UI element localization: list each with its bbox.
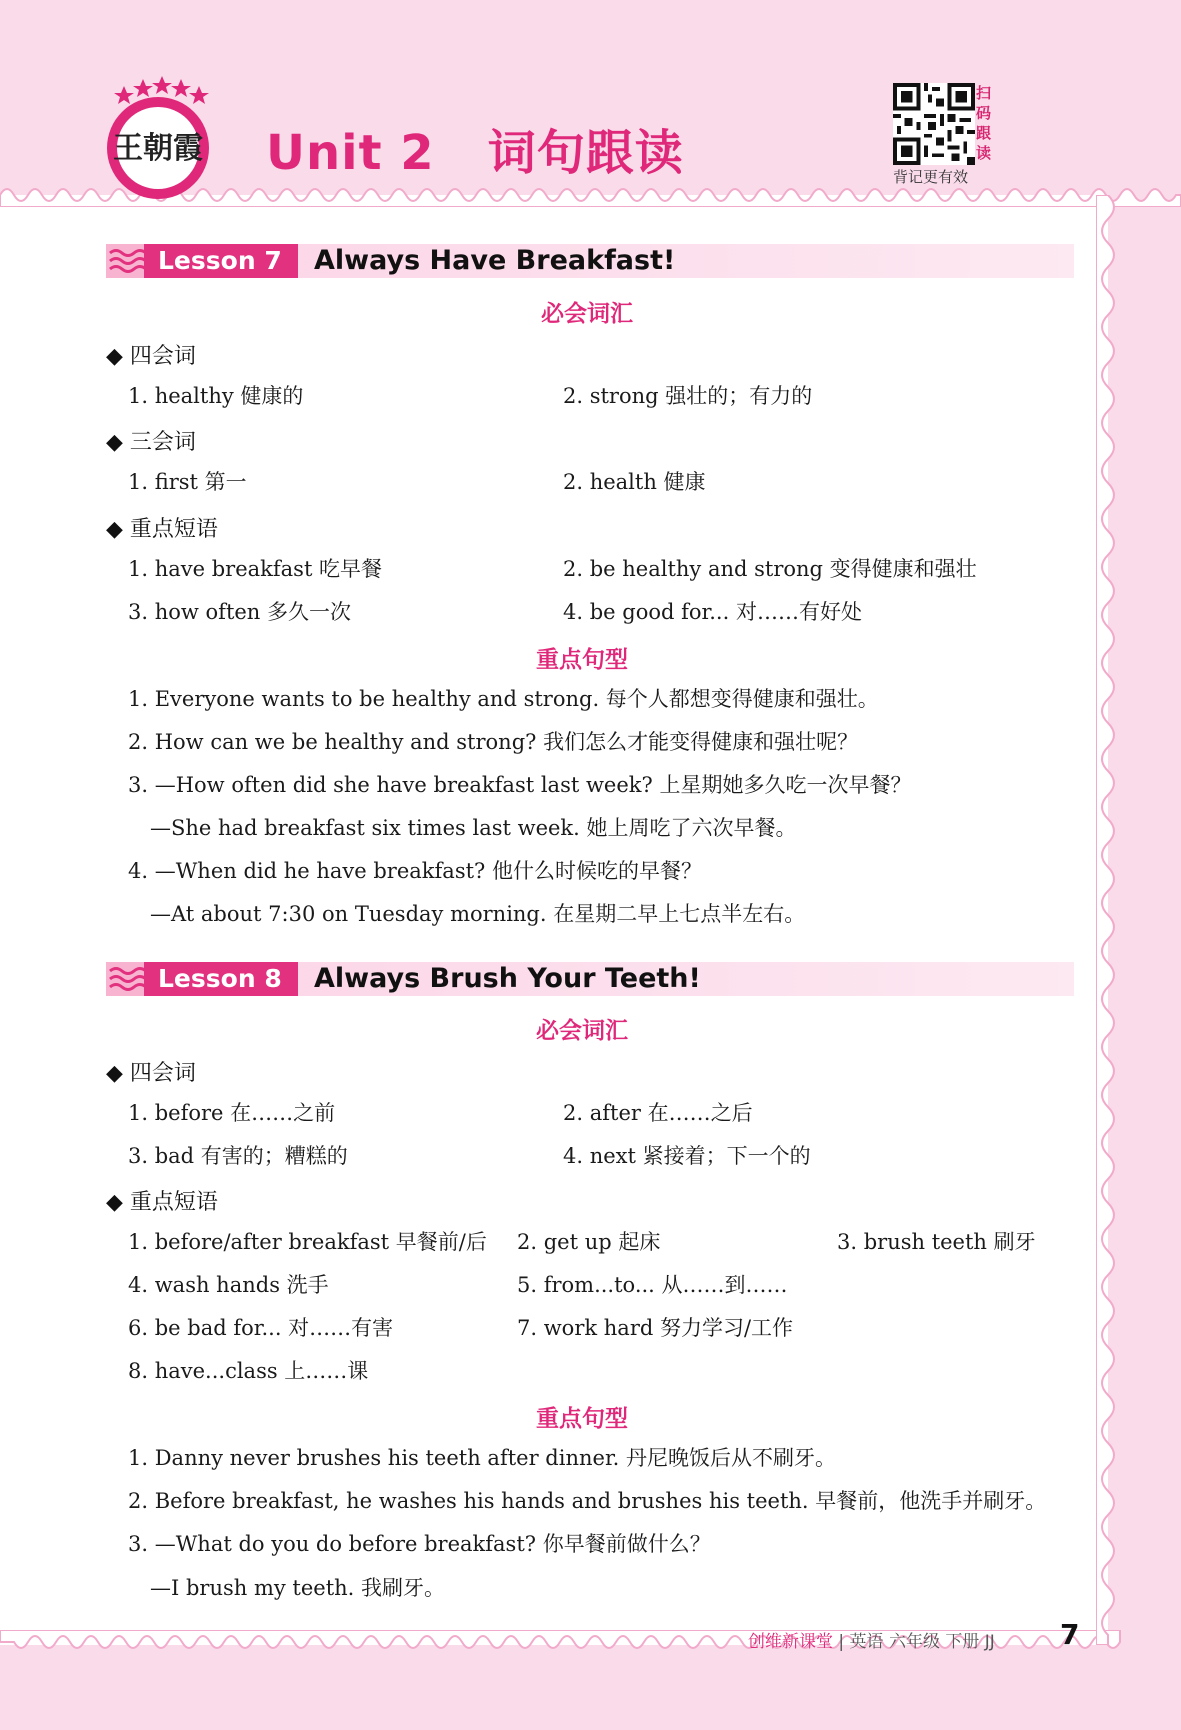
lesson7-sentences-heading: 重点句型 xyxy=(536,647,628,673)
phrase-item: 7. work hard 努力学习/工作 xyxy=(517,1316,794,1340)
phrase-item: 1. before/after breakfast 早餐前/后 xyxy=(128,1230,487,1254)
sentence-item: 2. How can we be healthy and strong? 我们怎么才能变得健康和强壮呢？ xyxy=(128,730,859,754)
footer-info xyxy=(748,1627,995,1652)
lesson8-vocab-heading: 必会词汇 xyxy=(536,1018,628,1044)
page-number: 7 xyxy=(1060,1618,1080,1651)
lesson8-group1-heading: ◆ 四会词 xyxy=(106,1061,196,1086)
sentence-item: 3. —What do you do before breakfast? 你早餐前做什么？ xyxy=(128,1532,711,1556)
lesson7-group1-heading: ◆ 四会词 xyxy=(106,344,196,369)
phrase-item: 2. get up 起床 xyxy=(517,1230,661,1254)
wavy-right-border xyxy=(1096,195,1120,1645)
sentence-item: —She had breakfast six times last week. 她上周吃了六次早餐。 xyxy=(150,816,797,840)
vocab-item: 1. before 在……之前 xyxy=(128,1101,336,1125)
qr-code-icon[interactable] xyxy=(893,83,975,165)
vocab-item: 2. strong 强壮的；有力的 xyxy=(563,384,813,408)
vocab-item: 2. after 在……之后 xyxy=(563,1101,753,1125)
vocab-item: 1. healthy 健康的 xyxy=(128,384,304,408)
sentence-item: 1. Danny never brushes his teeth after dinner. 丹尼晚饭后从不刷牙。 xyxy=(128,1446,837,1470)
vocab-item: 1. first 第一 xyxy=(128,470,247,494)
qr-caption: 背记更有效 xyxy=(893,168,969,186)
lesson8-number: Lesson 8 xyxy=(158,964,282,993)
stripes-icon xyxy=(106,962,144,996)
publisher-logo xyxy=(96,76,220,202)
sentence-item: 4. —When did he have breakfast? 他什么时候吃的早餐？ xyxy=(128,859,702,883)
vocab-item: 3. bad 有害的；糟糕的 xyxy=(128,1144,348,1168)
sentence-item: 2. Before breakfast, he washes his hands and brushes his teeth. 早餐前，他洗手并刷牙。 xyxy=(128,1489,1047,1513)
vocab-item: 2. health 健康 xyxy=(563,470,706,494)
footer-separator: | xyxy=(838,1632,845,1652)
sentence-item: 3. —How often did she have breakfast last week? 上星期她多久吃一次早餐？ xyxy=(128,773,912,797)
lesson7-title: Always Have Breakfast! xyxy=(314,245,676,276)
phrase-item: 3. brush teeth 刷牙 xyxy=(837,1230,1036,1254)
vocab-item: 4. next 紧接着；下一个的 xyxy=(563,1144,811,1168)
phrase-item: 3. how often 多久一次 xyxy=(128,600,352,624)
page-title: Unit 2 词句跟读 xyxy=(266,125,684,181)
stripes-icon xyxy=(106,244,144,278)
phrase-item: 4. be good for... 对……有好处 xyxy=(563,600,862,624)
lesson8-title: Always Brush Your Teeth! xyxy=(314,963,701,994)
phrase-item: 1. have breakfast 吃早餐 xyxy=(128,557,383,581)
qr-side-label: 扫 码 跟 读 xyxy=(976,84,992,162)
footer-details: 英语 六年级 下册 JJ xyxy=(849,1632,995,1652)
phrase-item: 2. be healthy and strong 变得健康和强壮 xyxy=(563,557,977,581)
lesson7-number: Lesson 7 xyxy=(158,246,282,275)
wavy-bottom-border xyxy=(0,1630,1181,1654)
sentence-item: 1. Everyone wants to be healthy and strong. 每个人都想变得健康和强壮。 xyxy=(128,687,879,711)
lesson7-vocab-heading: 必会词汇 xyxy=(541,301,633,327)
sentence-item: —At about 7:30 on Tuesday morning. 在星期二早上七点半左右。 xyxy=(150,902,806,926)
phrase-item: 8. have...class 上……课 xyxy=(128,1359,369,1383)
sentence-item: —I brush my teeth. 我刷牙。 xyxy=(150,1576,446,1600)
lesson8-sentences-heading: 重点句型 xyxy=(536,1406,628,1432)
lesson8-phrases-heading: ◆ 重点短语 xyxy=(106,1190,218,1215)
phrase-item: 4. wash hands 洗手 xyxy=(128,1273,329,1297)
svg-text:王朝霞: 王朝霞 xyxy=(113,131,203,166)
phrase-item: 6. be bad for... 对……有害 xyxy=(128,1316,394,1340)
footer-brand: 创维新课堂 xyxy=(748,1632,833,1652)
phrase-item: 5. from...to... 从……到…… xyxy=(517,1273,788,1297)
lesson7-phrases-heading: ◆ 重点短语 xyxy=(106,517,218,542)
lesson7-group2-heading: ◆ 三会词 xyxy=(106,430,196,455)
